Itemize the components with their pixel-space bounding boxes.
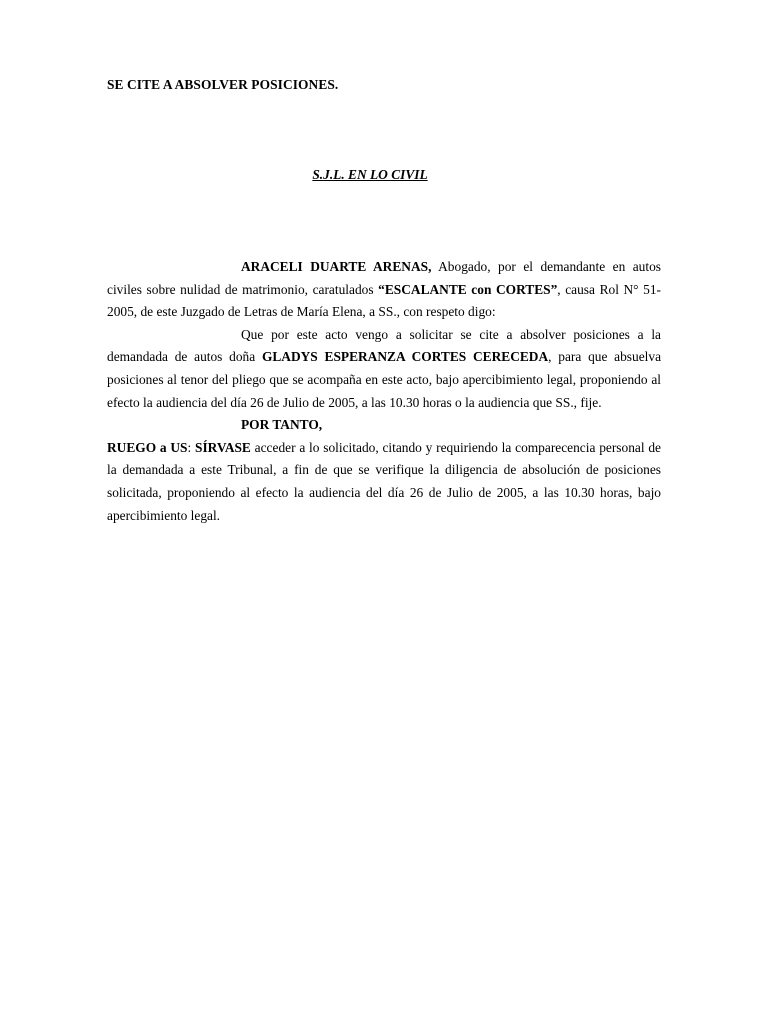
- sirvase: SÍRVASE: [195, 439, 251, 455]
- petition-colon: :: [187, 439, 196, 455]
- petition-text: acceder a lo solicitado, citando y requiriendo la comparecencia personal de la demandada a este Tribunal, a fin de que se verifique la diligencia de absolución de posiciones solicitada, proponiendo al efecto la audiencia del día 26 de Julio de 2005, a las 10.30 horas, bajo apercibimiento legal.: [107, 439, 661, 523]
- por-tanto: POR TANTO,: [241, 417, 323, 433]
- court-addressee: [0, 167, 768, 183]
- paragraph-petition: [107, 437, 661, 527]
- request-text-1: Que por este acto vengo a solicitar se cite a absolver posiciones a la demandada de autos doña: [107, 326, 661, 365]
- lawyer-name: ARACELI DUARTE ARENAS,: [241, 259, 432, 274]
- defendant-name: GLADYS ESPERANZA CORTES CERECEDA: [261, 349, 549, 365]
- paragraph-request: [107, 324, 661, 414]
- document-heading: SE CITE A ABSOLVER POSICIONES.: [107, 77, 339, 92]
- request-text-2: , para que absuelva posiciones al tenor del pliego que se acompaña en este acto, bajo apercibimiento legal, proponiendo al efecto la audiencia del día 26 de Julio de 2005, a las 10.30 horas o la audiencia que SS., fije.: [107, 349, 662, 410]
- court-addressee-text: S.J.L. EN LO CIVIL: [312, 167, 428, 182]
- paragraph-por-tanto: [107, 414, 661, 437]
- document-body: [107, 256, 661, 527]
- case-title: “ESCALANTE con CORTES”: [378, 281, 558, 297]
- paragraph-presentation: [107, 256, 661, 324]
- presentation-text-2: , causa Rol N° 51-2005, de este Juzgado de Letras de María Elena, a SS., con respeto digo:: [107, 281, 661, 320]
- presentation-text-1: Abogado, por el demandante en autos civiles sobre nulidad de matrimonio, caratulados: [107, 259, 661, 297]
- ruego-a-us: RUEGO a US: [107, 439, 188, 455]
